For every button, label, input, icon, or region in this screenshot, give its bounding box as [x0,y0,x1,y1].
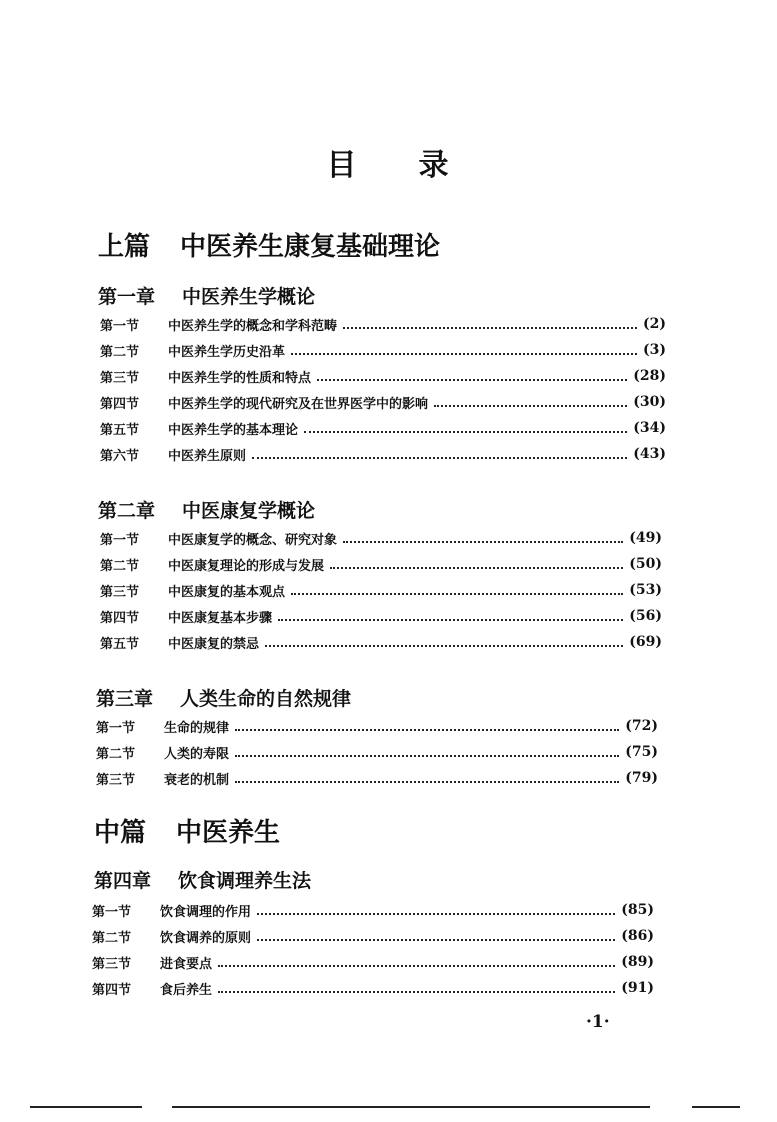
section-title: 中医养生学的性质和特点 [168,370,312,386]
toc-entry[interactable] [100,551,662,577]
page-ref: (53) [629,582,662,598]
page-title [0,140,777,184]
chapter-name: 中医康复学概论 [182,500,316,522]
section-title: 中医康复理论的形成与发展 [168,558,325,574]
section-title: 中医康复基本步骤 [168,610,273,626]
section-label: 第二节 [96,746,136,762]
page-ref: (86) [621,928,654,944]
toc-entry[interactable] [92,897,654,923]
section-label: 第二节 [100,558,140,574]
toc-entry[interactable] [92,923,654,949]
toc-entry[interactable] [96,765,658,791]
toc-entry[interactable] [100,389,666,415]
section-label: 第二节 [100,344,140,360]
toc-entry[interactable] [100,337,666,363]
section-title: 中医康复学的概念、研究对象 [168,532,338,548]
chapter-label: 第二章 [98,500,156,522]
section-label: 第一节 [96,720,136,736]
leader-dots [257,939,615,941]
page-number: ·1· [586,1012,610,1032]
scan-rule-center [172,1106,650,1108]
page-ref: (72) [625,718,658,734]
chapter-name: 饮食调理养生法 [178,870,312,892]
section-title: 中医养生学的概念和学科范畴 [168,318,338,334]
leader-dots [257,913,615,915]
page-ref: (50) [629,556,662,572]
section-label: 第五节 [100,422,140,438]
page-ref: (28) [633,368,666,384]
section-title: 中医康复的基本观点 [168,584,286,600]
leader-dots [235,781,619,783]
section-title: 中医康复的禁忌 [168,636,260,652]
chapter-name: 中医养生学概论 [182,286,316,308]
section-label: 第三节 [100,584,140,600]
chapter-label: 第四章 [94,870,152,892]
leader-dots [434,405,627,407]
section-label: 第五节 [100,636,140,652]
part-name: 中医养生 [176,818,281,848]
part-label: 中篇 [94,818,147,848]
leader-dots [218,991,615,993]
leader-dots [265,645,623,647]
leader-dots [218,965,615,967]
toc-entry[interactable] [100,311,666,337]
toc-entry[interactable] [100,577,662,603]
toc-entry[interactable] [100,525,662,551]
section-label: 第四节 [100,610,140,626]
leader-dots [330,567,623,569]
leader-dots [278,619,623,621]
page-ref: (91) [621,980,654,996]
section-title: 衰老的机制 [164,772,230,788]
title-char-2: 录 [418,148,451,183]
section-label: 第二节 [92,930,132,946]
page-ref: (3) [643,342,666,358]
toc-entry[interactable] [100,415,666,441]
part-label: 上篇 [98,232,151,262]
section-label: 第三节 [96,772,136,788]
section-label: 第三节 [100,370,140,386]
section-title: 饮食调理的作用 [160,904,252,920]
section-label: 第一节 [100,318,140,334]
leader-dots [235,755,619,757]
leader-dots [291,353,637,355]
toc-entry[interactable] [100,603,662,629]
section-title: 中医养生原则 [168,448,247,464]
toc-entry[interactable] [100,629,662,655]
chapter-heading-3 [96,684,351,711]
chapter-label: 第三章 [96,688,154,710]
section-title: 饮食调养的原则 [160,930,252,946]
toc-entry[interactable] [96,739,658,765]
page-ref: (2) [643,316,666,332]
section-title: 中医养生学历史沿革 [168,344,286,360]
toc-entry[interactable] [100,363,666,389]
page-ref: (49) [629,530,662,546]
page-ref: (69) [629,634,662,650]
scan-rule-right [692,1106,740,1108]
section-title: 进食要点 [160,956,213,972]
chapter-heading-1 [98,282,315,309]
part-name: 中医养生康复基础理论 [180,232,441,262]
title-char-1: 目 [326,148,359,183]
scan-rule-left [30,1106,142,1108]
toc-entry[interactable] [92,949,654,975]
page-ref: (89) [621,954,654,970]
section-title: 生命的规律 [164,720,230,736]
section-title: 食后养生 [160,982,213,998]
page-ref: (43) [633,446,666,462]
section-title: 中医养生学的基本理论 [168,422,299,438]
toc-entry[interactable] [100,441,666,467]
leader-dots [252,457,627,459]
toc-entry[interactable] [92,975,654,1001]
leader-dots [343,541,623,543]
leader-dots [304,431,627,433]
chapter-heading-2 [98,496,315,523]
part-heading-upper [98,226,440,263]
section-title: 中医养生学的现代研究及在世界医学中的影响 [168,396,429,412]
chapter-heading-4 [94,866,311,893]
toc-entry[interactable] [96,713,658,739]
section-label: 第三节 [92,956,132,972]
page-ref: (34) [633,420,666,436]
section-title: 人类的寿限 [164,746,230,762]
section-label: 第一节 [100,532,140,548]
page-ref: (30) [633,394,666,410]
chapter-name: 人类生命的自然规律 [180,688,352,710]
leader-dots [317,379,627,381]
leader-dots [235,729,619,731]
section-label: 第四节 [100,396,140,412]
section-label: 第六节 [100,448,140,464]
leader-dots [343,327,637,329]
section-label: 第一节 [92,904,132,920]
page-ref: (85) [621,902,654,918]
chapter-label: 第一章 [98,286,156,308]
part-heading-middle [94,812,280,849]
page-ref: (56) [629,608,662,624]
section-label: 第四节 [92,982,132,998]
page-ref: (75) [625,744,658,760]
leader-dots [291,593,623,595]
page-ref: (79) [625,770,658,786]
